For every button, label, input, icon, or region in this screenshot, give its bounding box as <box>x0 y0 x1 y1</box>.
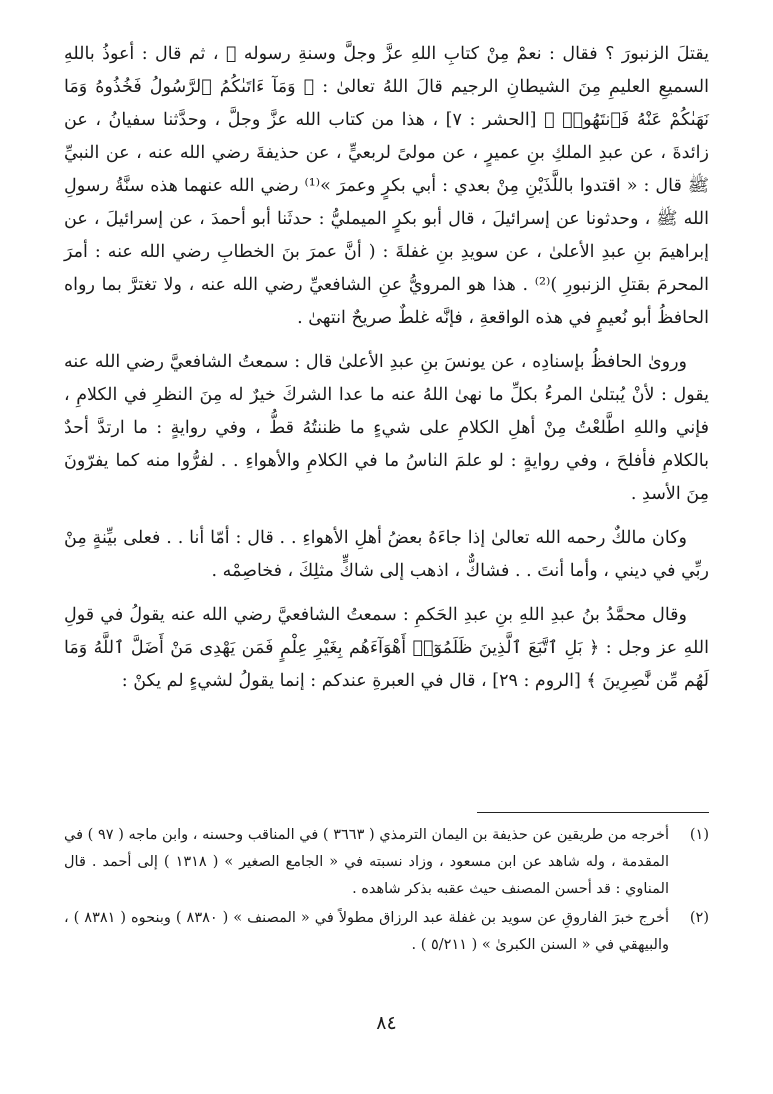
main-text <box>64 38 709 709</box>
footnote-text: أخرج خبرَ الفاروقِ عن سويد بن غفلة عبد الرزاق مطولاً في « المصنف » ( ٨٣٨٠ ) وبنحوه ( ٨٣٨١ ) ، والبيهقي في « السنن الكبرىٰ » ( ٥/٢١١ ) . <box>64 910 669 953</box>
footnote <box>64 905 709 959</box>
paragraph: وكان مالكٌ رحمه الله تعالىٰ إذا جاءَهُ بعضُ أهلِ الأهواءِ . . قال : أمّا أنا . . فعلى بيِّنةٍ مِنْ ربِّي في ديني ، وأما أنتَ . . فشاكٌّ ، اذهب إلى شاكٍّ مثلِكَ ، فخاصِمْه . <box>64 528 709 581</box>
paragraph: وقال محمَّدُ بنُ عبدِ اللهِ بنِ عبدِ الحَكمِ : سمعتُ الشافعيَّ رضي الله عنه يقولُ في قولِ اللهِ عز وجل : ﴿ بَلِ ٱتَّبَعَ ٱلَّذِينَ ظَلَمُوٓا۟ أَهْوَآءَهُم بِغَيْرِ عِلْمٍ فَمَن يَهْدِى مَنْ أَضَلَّ ٱللَّهُ وَمَا لَهُم مِّن نَّٰصِرِينَ ﴾ [الروم : ٢٩] ، قال في العبرةِ عندكم : إنما يقولُ لشيءٍ لم يكنْ : <box>64 605 709 691</box>
footnote-number: (١) <box>689 827 709 843</box>
footnote-text: أخرجه من طريقين عن حذيفة بن اليمان الترمذي ( ٣٦٦٣ ) في المناقب وحسنه ، وابن ماجه ( ٩٧ ) في المقدمة ، وله شاهد عن ابن مسعود ، وزاد نسبته في « الجامع الصغير » ( ١٣١٨ ) إلى أحمد . قال المناوي : قد أحسن المصنف حيث عقبه بذكر شاهده . <box>64 827 669 897</box>
footnote-number: (٢) <box>689 910 709 926</box>
footnotes <box>64 822 709 961</box>
footnote-divider <box>477 812 709 813</box>
paragraph: وروىٰ الحافظُ بإسنادِه ، عن يونسَ بنِ عبدِ الأعلىٰ قال : سمعتُ الشافعيَّ رضي الله عنه يقول : لأنْ يُبتلىٰ المرءُ بكلِّ ما نهىٰ اللهُ عنه ما عدا الشركَ خيرٌ له مِنَ النظرِ في الكلامِ ، فإني واللهِ اطَّلعْتُ مِنْ أهلِ الكلامِ على شيءٍ ما ظننتُهُ قطُّ ، وفي روايةٍ : ما ارتدَّ أحدٌ بالكلامِ فأفلحَ ، وفي روايةٍ : لو علمَ الناسُ ما في الكلامِ والأهواءِ . . لفرُّوا منه كما يفرّونَ مِنَ الأسدِ . <box>64 352 709 504</box>
paragraph: يقتلَ الزنبورَ ؟ فقال : نعمْ مِنْ كتابِ اللهِ عزَّ وجلَّ وسنةِ رسوله ﷺ ، ثم قال : أعوذُ باللهِ السميعِ العليمِ مِنَ الشيطانِ الرجيم قالَ اللهُ تعالىٰ : ﴿ وَمَآ ءَاتَىٰكُمُ ٱلرَّسُولُ فَخُذُوهُ وَمَا نَهَىٰكُمْ عَنْهُ فَٱنتَهُوا۟ ﴾ [الحشر : ٧] ، هذا من كتاب الله عزَّ وجلَّ ، وحدَّثنا سفيانُ ، عن زائدةَ ، عن عبدِ الملكِ بنِ عميرٍ ، عن مولىً لربعيٍّ ، عن حذيفةَ رضي الله عنه ، عن النبيِّ ﷺ قال : « اقتدوا باللَّذَيْنِ مِنْ بعدي : أبي بكرٍ وعمرَ »⁽¹⁾ رضي الله عنهما هذه سنَّةُ رسولِ الله ﷺ ، وحدثونا عن إسرائيلَ ، قال أبو بكرٍ الميمليُّ : حدثَنا أبو أحمدَ ، عن إسرائيلَ ، عن إبراهيمَ بنِ عبدِ الأعلىٰ ، عن سويدِ بنِ غفلةَ : ( أنَّ عمرَ بنَ الخطابِ رضي الله عنه : أمرَ المحرمَ بقتلِ الزنبورِ )⁽²⁾ . هذا هو المرويُّ عنِ الشافعيِّ رضي الله عنه ، ولا تغترَّ بما رواه الحافظُ أبو نُعيمٍ في هذه الواقعةِ ، فإنَّه غلطٌ صريحٌ انتهىٰ . <box>64 44 710 328</box>
footnote <box>64 822 709 903</box>
page-number: ٨٤ <box>376 1012 397 1034</box>
